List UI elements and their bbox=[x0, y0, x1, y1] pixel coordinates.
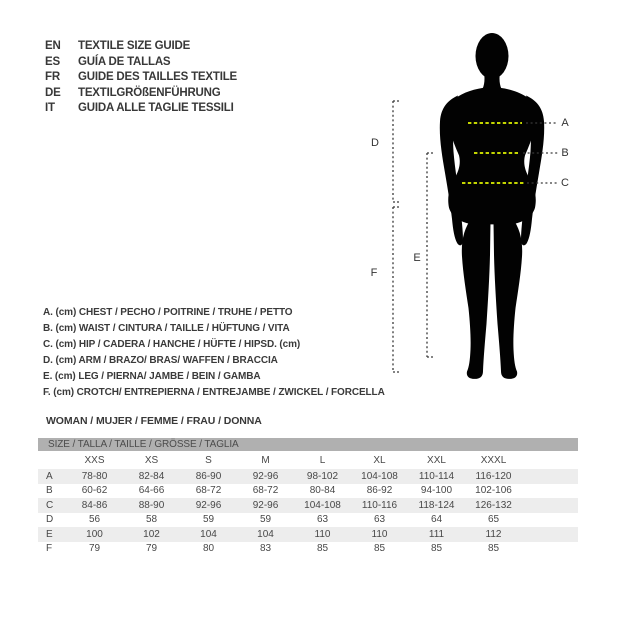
marker-label-chest: A bbox=[561, 117, 569, 129]
woman-silhouette-icon bbox=[360, 20, 610, 400]
cell: 92-96 bbox=[252, 499, 279, 511]
row-label: A bbox=[46, 470, 53, 482]
category-title: WOMAN / MUJER / FEMME / FRAU / DONNA bbox=[46, 415, 262, 427]
marker-label-crotch: F bbox=[370, 267, 378, 279]
language-title: TEXTILGRÖßENFÜHRUNG bbox=[78, 86, 221, 99]
cell: 110-114 bbox=[418, 470, 455, 482]
table-title: SIZE / TALLA / TAILLE / GRÖSSE / TAGLIA bbox=[38, 438, 578, 451]
marker-label-hip: C bbox=[561, 177, 569, 189]
cell: 102 bbox=[143, 528, 160, 540]
column-header-xxxl: XXXL bbox=[480, 454, 507, 466]
table-title-bar bbox=[38, 438, 578, 451]
cell: 82-84 bbox=[138, 470, 165, 482]
cell: 63 bbox=[373, 514, 386, 526]
column-header-l: L bbox=[319, 454, 326, 466]
cell-filler bbox=[522, 469, 578, 484]
cell-filler bbox=[522, 542, 578, 557]
column-header-m: M bbox=[261, 454, 270, 466]
cell: 126-132 bbox=[475, 499, 512, 511]
cell: 110-116 bbox=[361, 499, 398, 511]
measurement-list bbox=[43, 305, 385, 402]
column-header-xs: XS bbox=[144, 454, 159, 466]
cell: 98-102 bbox=[306, 470, 339, 482]
measurement-waist: B. (cm) WAIST / CINTURA / TAILLE / HÜFTUNG / VITA bbox=[43, 323, 290, 335]
cell: 86-90 bbox=[195, 470, 222, 482]
size-table bbox=[38, 438, 578, 556]
language-row bbox=[45, 101, 237, 117]
language-row bbox=[45, 55, 237, 71]
language-row bbox=[45, 86, 237, 102]
language-title: GUÍA DE TALLAS bbox=[78, 55, 171, 68]
language-code: DE bbox=[45, 86, 61, 99]
language-code: ES bbox=[45, 55, 60, 68]
cell: 56 bbox=[88, 514, 101, 526]
table-row bbox=[38, 484, 578, 499]
cell: 83 bbox=[259, 543, 272, 555]
table-row bbox=[38, 527, 578, 542]
table-row bbox=[38, 542, 578, 557]
cell: 60-62 bbox=[81, 485, 108, 497]
row-label: D bbox=[46, 514, 54, 526]
measurement-hip: C. (cm) HIP / CADERA / HANCHE / HÜFTE / HIPSD. (cm) bbox=[43, 339, 301, 351]
cell: 85 bbox=[316, 543, 329, 555]
measurement-chest: A. (cm) CHEST / PECHO / POITRINE / TRUHE / PETTO bbox=[43, 307, 293, 318]
cell: 100 bbox=[86, 528, 103, 540]
cell: 79 bbox=[145, 543, 158, 555]
cell: 112 bbox=[485, 528, 502, 540]
language-code: FR bbox=[45, 71, 60, 83]
row-label: E bbox=[46, 528, 53, 540]
marker-label-waist: B bbox=[561, 147, 569, 159]
cell-filler bbox=[522, 527, 578, 542]
table-column-headers bbox=[38, 451, 578, 469]
language-row bbox=[45, 70, 237, 86]
cell: 92-96 bbox=[195, 499, 222, 511]
measurement-leg: E. (cm) LEG / PIERNA/ JAMBE / BEIN / GAMBA bbox=[43, 371, 261, 383]
column-header-xxl: XXL bbox=[427, 454, 446, 466]
cell: 58 bbox=[145, 514, 158, 526]
cell: 116-120 bbox=[475, 470, 512, 482]
cell: 92-96 bbox=[252, 470, 279, 482]
cell-filler bbox=[522, 484, 578, 499]
cell: 88-90 bbox=[138, 499, 165, 511]
column-header-filler bbox=[522, 451, 578, 469]
table-row bbox=[38, 498, 578, 513]
cell: 78-80 bbox=[81, 470, 108, 482]
cell: 111 bbox=[428, 528, 445, 540]
cell: 104-108 bbox=[304, 499, 341, 511]
cell: 59 bbox=[202, 514, 215, 526]
cell-filler bbox=[522, 498, 578, 513]
cell: 110 bbox=[371, 528, 388, 540]
row-label: C bbox=[46, 499, 54, 511]
measurement-crotch: F. (cm) CROTCH/ ENTREPIERNA / ENTREJAMBE / ZWICKEL / FORCELLA bbox=[43, 387, 385, 399]
cell: 102-106 bbox=[475, 485, 512, 497]
row-label: F bbox=[46, 543, 53, 555]
figure-area bbox=[360, 20, 610, 400]
cell: 84-86 bbox=[81, 499, 108, 511]
cell: 85 bbox=[430, 543, 443, 555]
column-header-blank bbox=[38, 451, 66, 469]
measurement-arm: D. (cm) ARM / BRAZO/ BRAS/ WAFFEN / BRACCIA bbox=[43, 355, 278, 367]
table-row bbox=[38, 469, 578, 484]
language-code: EN bbox=[45, 40, 61, 52]
language-code: IT bbox=[45, 102, 55, 114]
column-header-xxs: XXS bbox=[84, 454, 105, 466]
column-header-xl: XL bbox=[373, 454, 386, 466]
cell: 104 bbox=[257, 528, 274, 540]
cell: 85 bbox=[373, 543, 386, 555]
language-title: GUIDA ALLE TAGLIE TESSILI bbox=[78, 102, 234, 114]
language-row bbox=[45, 39, 237, 55]
row-label: B bbox=[46, 485, 53, 497]
marker-label-arm: D bbox=[371, 137, 379, 149]
cell: 86-92 bbox=[366, 485, 393, 497]
cell: 80-84 bbox=[309, 485, 336, 497]
column-header-s: S bbox=[205, 454, 212, 466]
cell: 65 bbox=[487, 514, 500, 526]
cell: 64-66 bbox=[138, 485, 165, 497]
cell: 104 bbox=[200, 528, 217, 540]
cell: 85 bbox=[487, 543, 500, 555]
cell: 63 bbox=[316, 514, 329, 526]
cell: 110 bbox=[314, 528, 331, 540]
cell: 68-72 bbox=[195, 485, 222, 497]
cell: 80 bbox=[202, 543, 215, 555]
language-title: GUIDE DES TAILLES TEXTILE bbox=[78, 71, 237, 83]
cell: 94-100 bbox=[420, 485, 453, 497]
cell: 59 bbox=[259, 514, 272, 526]
cell: 104-108 bbox=[361, 470, 398, 482]
cell: 64 bbox=[430, 514, 443, 526]
table-row bbox=[38, 513, 578, 528]
language-list bbox=[45, 39, 237, 117]
cell-filler bbox=[522, 513, 578, 528]
cell: 79 bbox=[88, 543, 101, 555]
marker-label-leg: E bbox=[413, 252, 421, 264]
cell: 68-72 bbox=[252, 485, 279, 497]
language-title: TEXTILE SIZE GUIDE bbox=[78, 40, 191, 52]
cell: 118-124 bbox=[418, 499, 455, 511]
